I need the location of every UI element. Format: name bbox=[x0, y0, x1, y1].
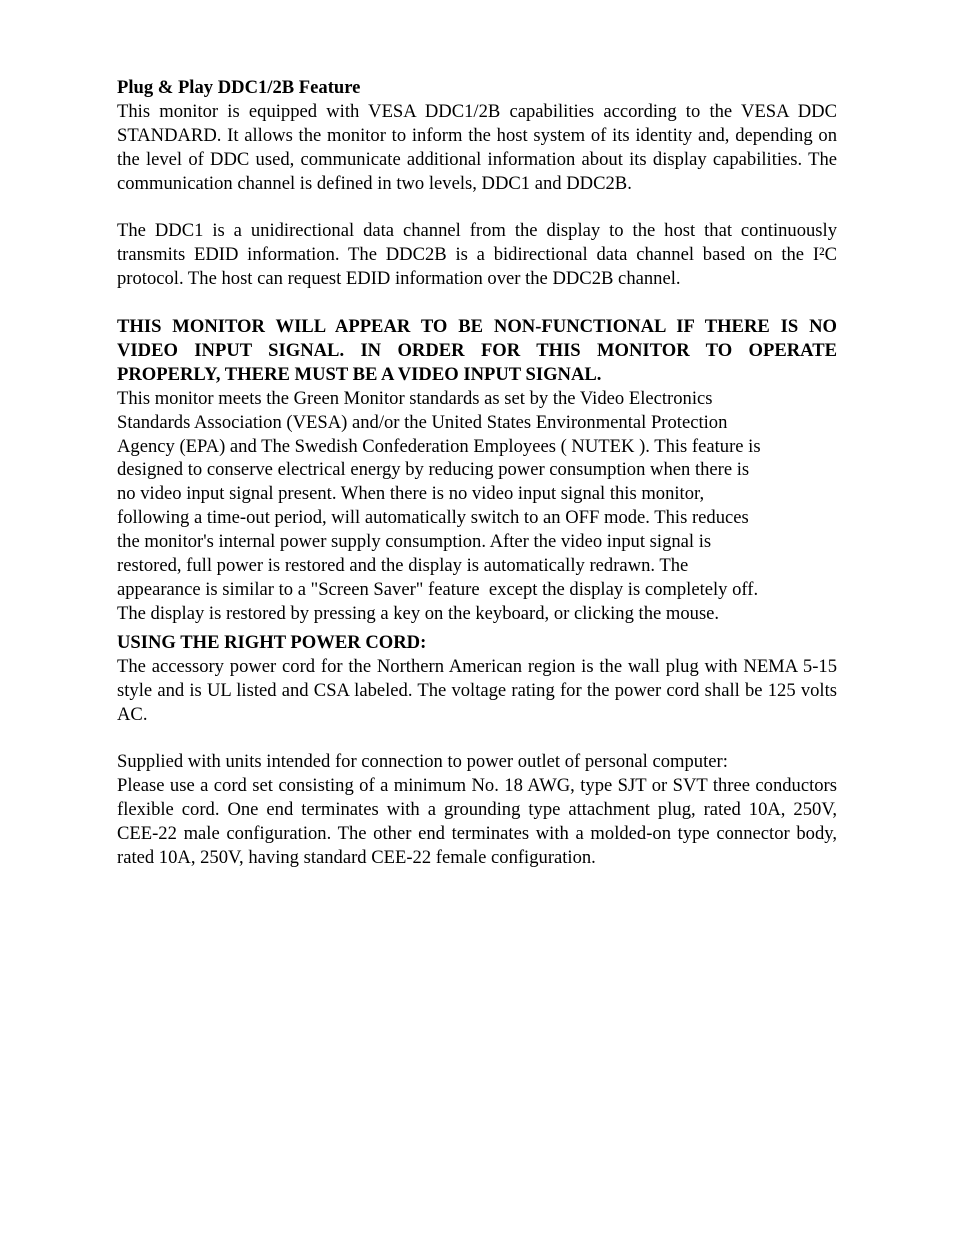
video-signal-warning: THIS MONITOR WILL APPEAR TO BE NON-FUNCTIONAL IF THERE IS NO VIDEO INPUT SIGNAL. IN ORDER FOR THIS MONITOR TO OPERATE PROPERLY, THERE MUST BE A VIDEO INPUT SIGNAL. bbox=[117, 316, 837, 385]
green-monitor-line: following a time-out period, will automatically switch to an OFF mode. This reduces bbox=[117, 507, 749, 529]
power-cord-heading: USING THE RIGHT POWER CORD: bbox=[117, 631, 427, 653]
green-monitor-line: the monitor's internal power supply consumption. After the video input signal is bbox=[117, 531, 712, 553]
document-page bbox=[117, 76, 837, 870]
green-monitor-line: appearance is similar to a "Screen Saver" feature except the display is completely off. bbox=[117, 579, 759, 600]
paragraph-spacer bbox=[117, 726, 837, 750]
ddc-intro-paragraph: This monitor is equipped with VESA DDC1/2B capabilities according to the VESA DDC STANDARD. It allows the monitor to inform the host system of its identity and, depending on the level of DDC used, communicate additional information about its display capabilities. The communication channel is defined in two levels, DDC1 and DDC2B. bbox=[117, 100, 837, 194]
cord-set-paragraph: Please use a cord set consisting of a minimum No. 18 AWG, type SJT or SVT three conductors flexible cord. One end terminates with a grounding type attachment plug, rated 10A, 250V, CEE-22 male configuration. The other end terminates with a molded-on type connector body, rated 10A, 250V, having standard CEE-22 female configuration. bbox=[117, 775, 837, 868]
green-monitor-line: no video input signal present. When there is no video input signal this monitor, bbox=[117, 483, 705, 505]
green-monitor-paragraph bbox=[117, 387, 837, 626]
paragraph-spacer bbox=[117, 196, 837, 220]
green-monitor-line: Standards Association (VESA) and/or the United States Environmental Protection bbox=[117, 411, 728, 433]
green-monitor-line: The display is restored by pressing a key on the keyboard, or clicking the mouse. bbox=[117, 602, 720, 624]
green-monitor-line: designed to conserve electrical energy by reducing power consumption when there is bbox=[117, 459, 750, 481]
ddc-feature-heading: Plug & Play DDC1/2B Feature bbox=[117, 77, 361, 98]
ddc-channel-paragraph: The DDC1 is a unidirectional data channel from the display to the host that continuously transmits EDID information. The DDC2B is a bidirectional data channel based on the I²C protocol. The host can request EDID information over the DDC2B channel. bbox=[117, 220, 837, 290]
power-cord-paragraph: The accessory power cord for the Northern American region is the wall plug with NEMA 5-15 style and is UL listed and CSA labeled. The voltage rating for the power cord shall be 125 volts AC. bbox=[117, 655, 837, 725]
green-monitor-line: Agency (EPA) and The Swedish Confederation Employees ( NUTEK ). This feature is bbox=[117, 435, 761, 457]
green-monitor-line: restored, full power is restored and the display is automatically redrawn. The bbox=[117, 555, 689, 577]
green-monitor-line: This monitor meets the Green Monitor standards as set by the Video Electronics bbox=[117, 387, 713, 409]
paragraph-spacer bbox=[117, 291, 837, 315]
supplied-units-intro: Supplied with units intended for connection to power outlet of personal computer: bbox=[117, 751, 728, 773]
